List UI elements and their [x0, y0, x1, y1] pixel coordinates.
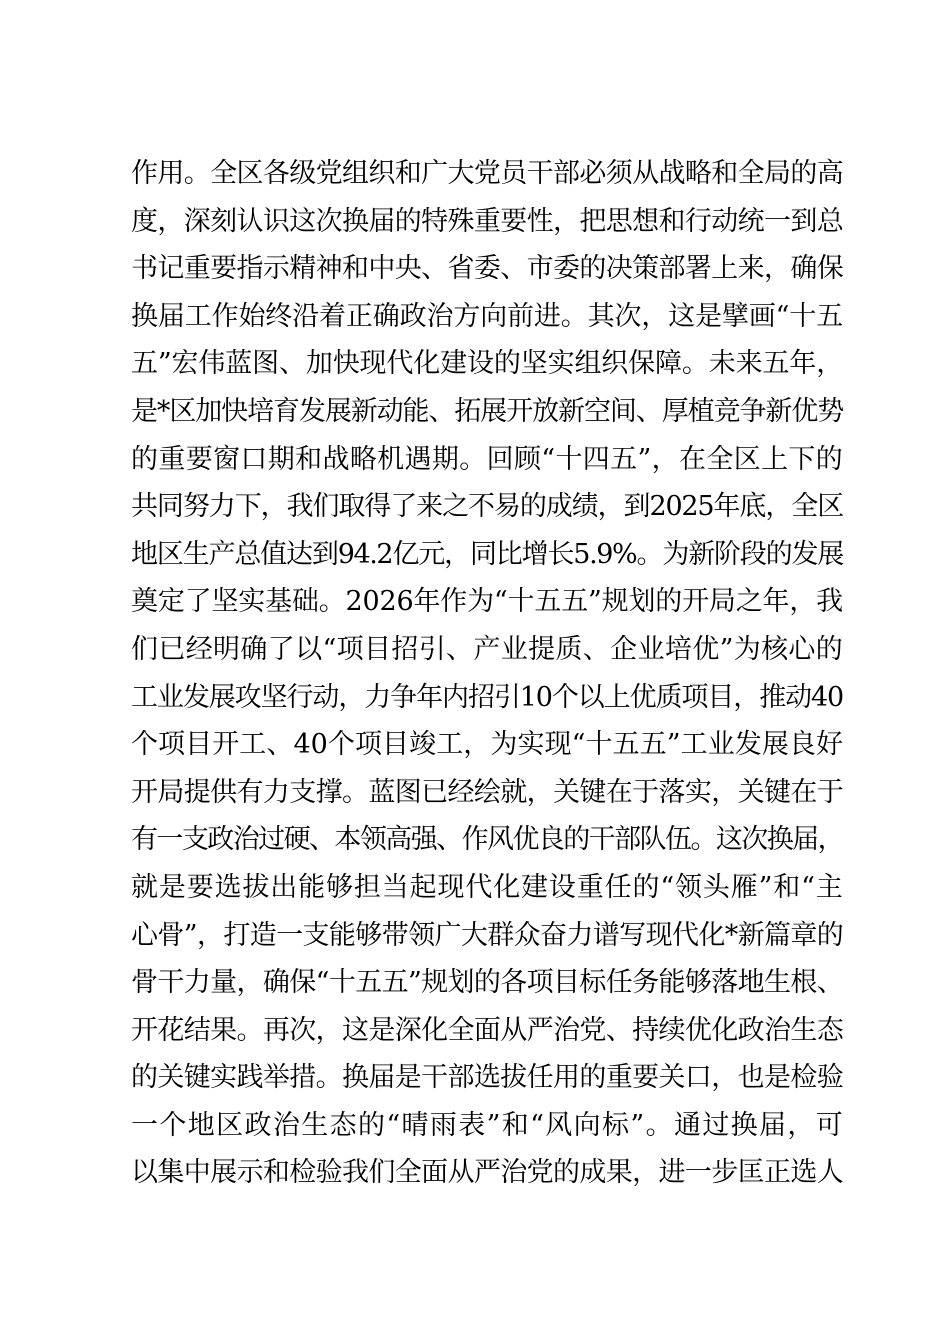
text-line: 书记重要指示精神和中央、省委、市委的决策部署上来，确保 — [131, 253, 843, 285]
text-line: 以集中展示和检验我们全面从严治党的成果，进一步匡正选人 — [131, 1157, 843, 1189]
text-line: 个项目开工、40个项目竣工，为实现“十五五”工业发展良好 — [131, 729, 843, 761]
text-line: 工业发展攻坚行动，力争年内招引10个以上优质项目，推动40 — [131, 681, 843, 713]
text-line: 开局提供有力支撑。蓝图已经绘就，关键在于落实，关键在于 — [131, 776, 843, 808]
text-line: 的重要窗口期和战略机遇期。回顾“十四五”，在全区上下的 — [131, 443, 843, 475]
text-line: 的关键实践举措。换届是干部选拔任用的重要关口，也是检验 — [131, 1062, 843, 1094]
text-line: 地区生产总值达到94.2亿元，同比增长5.9%。为新阶段的发展 — [131, 538, 843, 570]
text-line: 共同努力下，我们取得了来之不易的成绩，到2025年底，全区 — [131, 491, 843, 523]
text-line: 换届工作始终沿着正确政治方向前进。其次，这是擘画“十五 — [131, 300, 843, 332]
text-line: 骨干力量，确保“十五五”规划的各项目标任务能够落地生根、 — [131, 967, 843, 999]
text-line: 们已经明确了以“项目招引、产业提质、企业培优”为核心的 — [131, 633, 843, 665]
text-line: 心骨”，打造一支能够带领广大群众奋力谱写现代化*新篇章的 — [131, 919, 843, 951]
text-line: 奠定了坚实基础。2026年作为“十五五”规划的开局之年，我 — [131, 586, 843, 618]
text-line: 作用。全区各级党组织和广大党员干部必须从战略和全局的高 — [131, 158, 843, 189]
text-line: 开花结果。再次，这是深化全面从严治党、持续优化政治生态 — [131, 1014, 843, 1046]
text-line: 就是要选拔出能够担当起现代化建设重任的“领头雁”和“主 — [131, 871, 843, 903]
text-line: 有一支政治过硬、本领高强、作风优良的干部队伍。这次换届， — [131, 824, 843, 856]
text-line: 是*区加快培育发展新动能、拓展开放新空间、厚植竞争新优势 — [131, 395, 843, 427]
text-line: 一个地区政治生态的“晴雨表”和“风向标”。通过换届，可 — [131, 1109, 843, 1141]
text-line: 度，深刻认识这次换届的特殊重要性，把思想和行动统一到总 — [131, 205, 843, 237]
text-line: 五”宏伟蓝图、加快现代化建设的坚实组织保障。未来五年， — [131, 348, 843, 380]
body-paragraph — [131, 150, 843, 1197]
